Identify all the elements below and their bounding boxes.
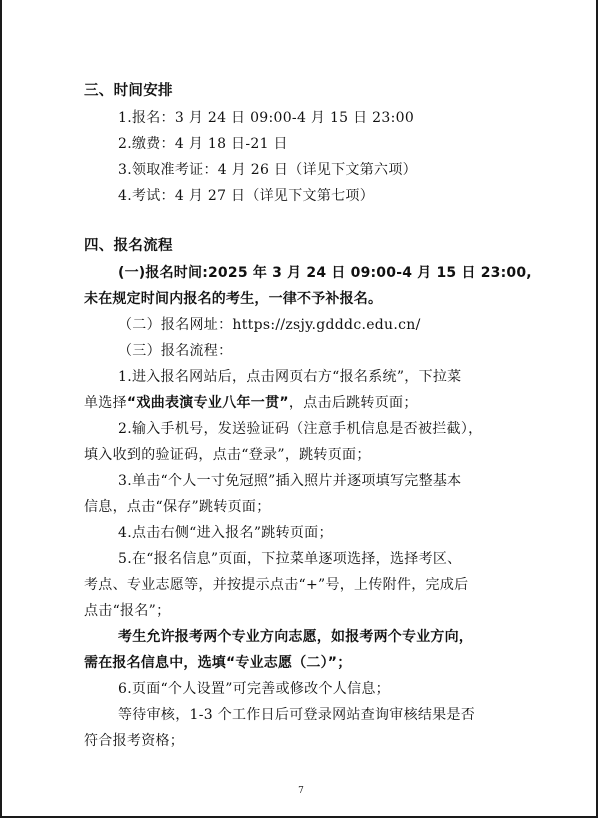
- step4: 4.点击右侧“进入报名”跳转页面；: [118, 525, 333, 541]
- wait-review-line2: 符合报考资格；: [84, 733, 185, 749]
- step1-line2: [84, 394, 418, 412]
- process-title: （三）报名流程：: [118, 343, 233, 359]
- section-heading-schedule: 三、时间安排: [84, 83, 173, 99]
- wait-review-line1: 等待审核，1-3 个工作日后可登录网站查询审核结果是否: [118, 707, 476, 723]
- registration-time-line2: 未在规定时间内报名的考生，一律不予补报名。: [84, 291, 383, 307]
- registration-time-line1: (一)报名时间:2025 年 3 月 24 日 09:00-4 月 15 日 23:00,: [118, 265, 532, 281]
- step6: 6.页面“个人设置”可完善或修改个人信息；: [118, 681, 390, 697]
- step1-line1: 1.进入报名网站后，点击网页右方“报名系统”，下拉菜: [118, 369, 462, 385]
- registration-website: （二）报名网址：https://zsjy.gdddc.edu.cn/: [118, 317, 421, 333]
- step1-line2-prefix: 单选择: [84, 395, 127, 411]
- step2-line2: 填入收到的验证码，点击“登录”，跳转页面；: [84, 447, 371, 463]
- section-heading-process: 四、报名流程: [84, 238, 173, 254]
- step5-line3: 点击“报名”；: [84, 603, 171, 619]
- note-two-majors-line2: 需在报名信息中，选填“专业志愿（二）”；: [84, 655, 352, 671]
- step2-line1: 2.输入手机号，发送验证码（注意手机信息是否被拦截），: [118, 421, 483, 437]
- step1-line2-suffix: ，点击后跳转页面；: [288, 395, 418, 411]
- note-two-majors-line1: 考生允许报考两个专业方向志愿，如报考两个专业方向，: [118, 629, 473, 645]
- schedule-item-admission-ticket: 3.领取准考证：4 月 26 日（详见下文第六项）: [118, 162, 417, 178]
- step5-line1: 5.在“报名信息”页面，下拉菜单逐项选择，选择考区、: [118, 551, 462, 567]
- step3-line1: 3.单击“个人一寸免冠照”插入照片并逐项填写完整基本: [118, 473, 462, 489]
- schedule-item-exam: 4.考试：4 月 27 日（详见下文第七项）: [118, 188, 375, 204]
- step1-major-name: “戏曲表演专业八年一贯”: [126, 395, 289, 411]
- schedule-item-registration: 1.报名：3 月 24 日 09:00-4 月 15 日 23:00: [118, 110, 415, 126]
- schedule-item-payment: 2.缴费：4 月 18 日-21 日: [118, 136, 288, 152]
- step5-line2: 考点、专业志愿等，并按提示点击“+”号，上传附件，完成后: [84, 577, 469, 593]
- page-number: 7: [298, 786, 304, 796]
- step3-line2: 信息，点击“保存”跳转页面；: [84, 499, 271, 515]
